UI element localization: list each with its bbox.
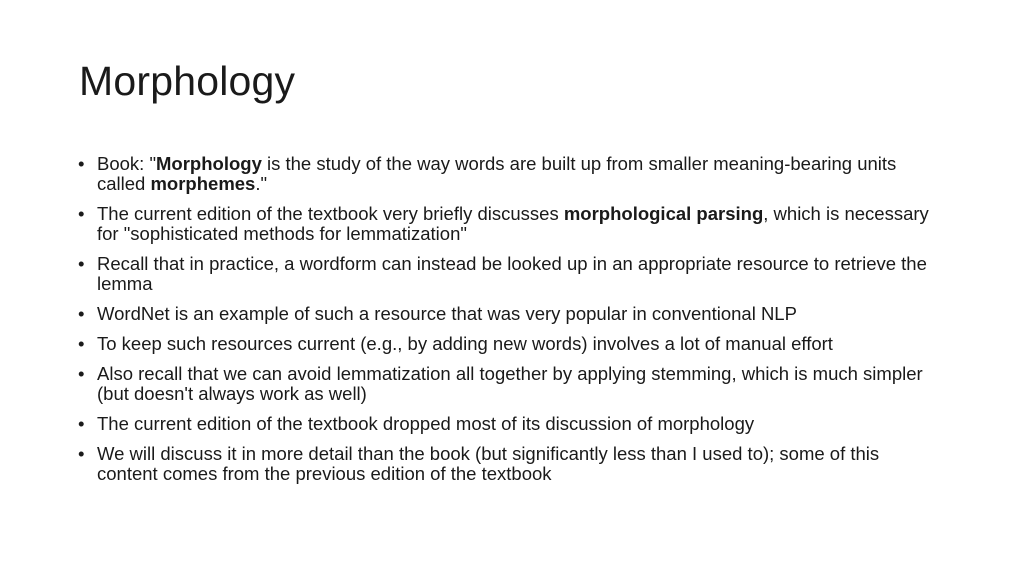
bullet-icon: • <box>78 303 85 324</box>
bullet-item: • The current edition of the textbook dropped most of its discussion of morphology <box>78 413 755 434</box>
bullet-item: • The current edition of the textbook very briefly discusses morphological parsing, which is necessary for "sophisticated methods for lemmatization" <box>78 203 929 244</box>
bullet-item: • Also recall that we can avoid lemmatization all together by applying stemming, which is much simpler (but doesn't always work as well) <box>78 363 923 404</box>
bullet-item: • To keep such resources current (e.g., by adding new words) involves a lot of manual effort <box>78 333 833 354</box>
bullet-icon: • <box>78 363 85 384</box>
bullet-item: • WordNet is an example of such a resource that was very popular in conventional NLP <box>78 303 797 324</box>
bullet-item: • Book: "Morphology is the study of the way words are built up from smaller meaning-bearing units called morphemes." <box>78 153 897 194</box>
bullet-icon: • <box>78 413 85 434</box>
bullet-icon: • <box>78 203 85 224</box>
slide-title: Morphology <box>79 58 296 104</box>
bullet-icon: • <box>78 333 85 354</box>
bullet-item: • We will discuss it in more detail than the book (but significantly less than I used to); some of this content comes from the previous edition of the textbook <box>78 443 880 484</box>
bullet-icon: • <box>78 253 85 274</box>
bullet-icon: • <box>78 443 85 464</box>
bullet-icon: • <box>78 153 85 174</box>
bullet-list <box>78 154 938 494</box>
bullet-item: • Recall that in practice, a wordform can instead be looked up in an appropriate resource to retrieve the lemma <box>78 253 927 294</box>
